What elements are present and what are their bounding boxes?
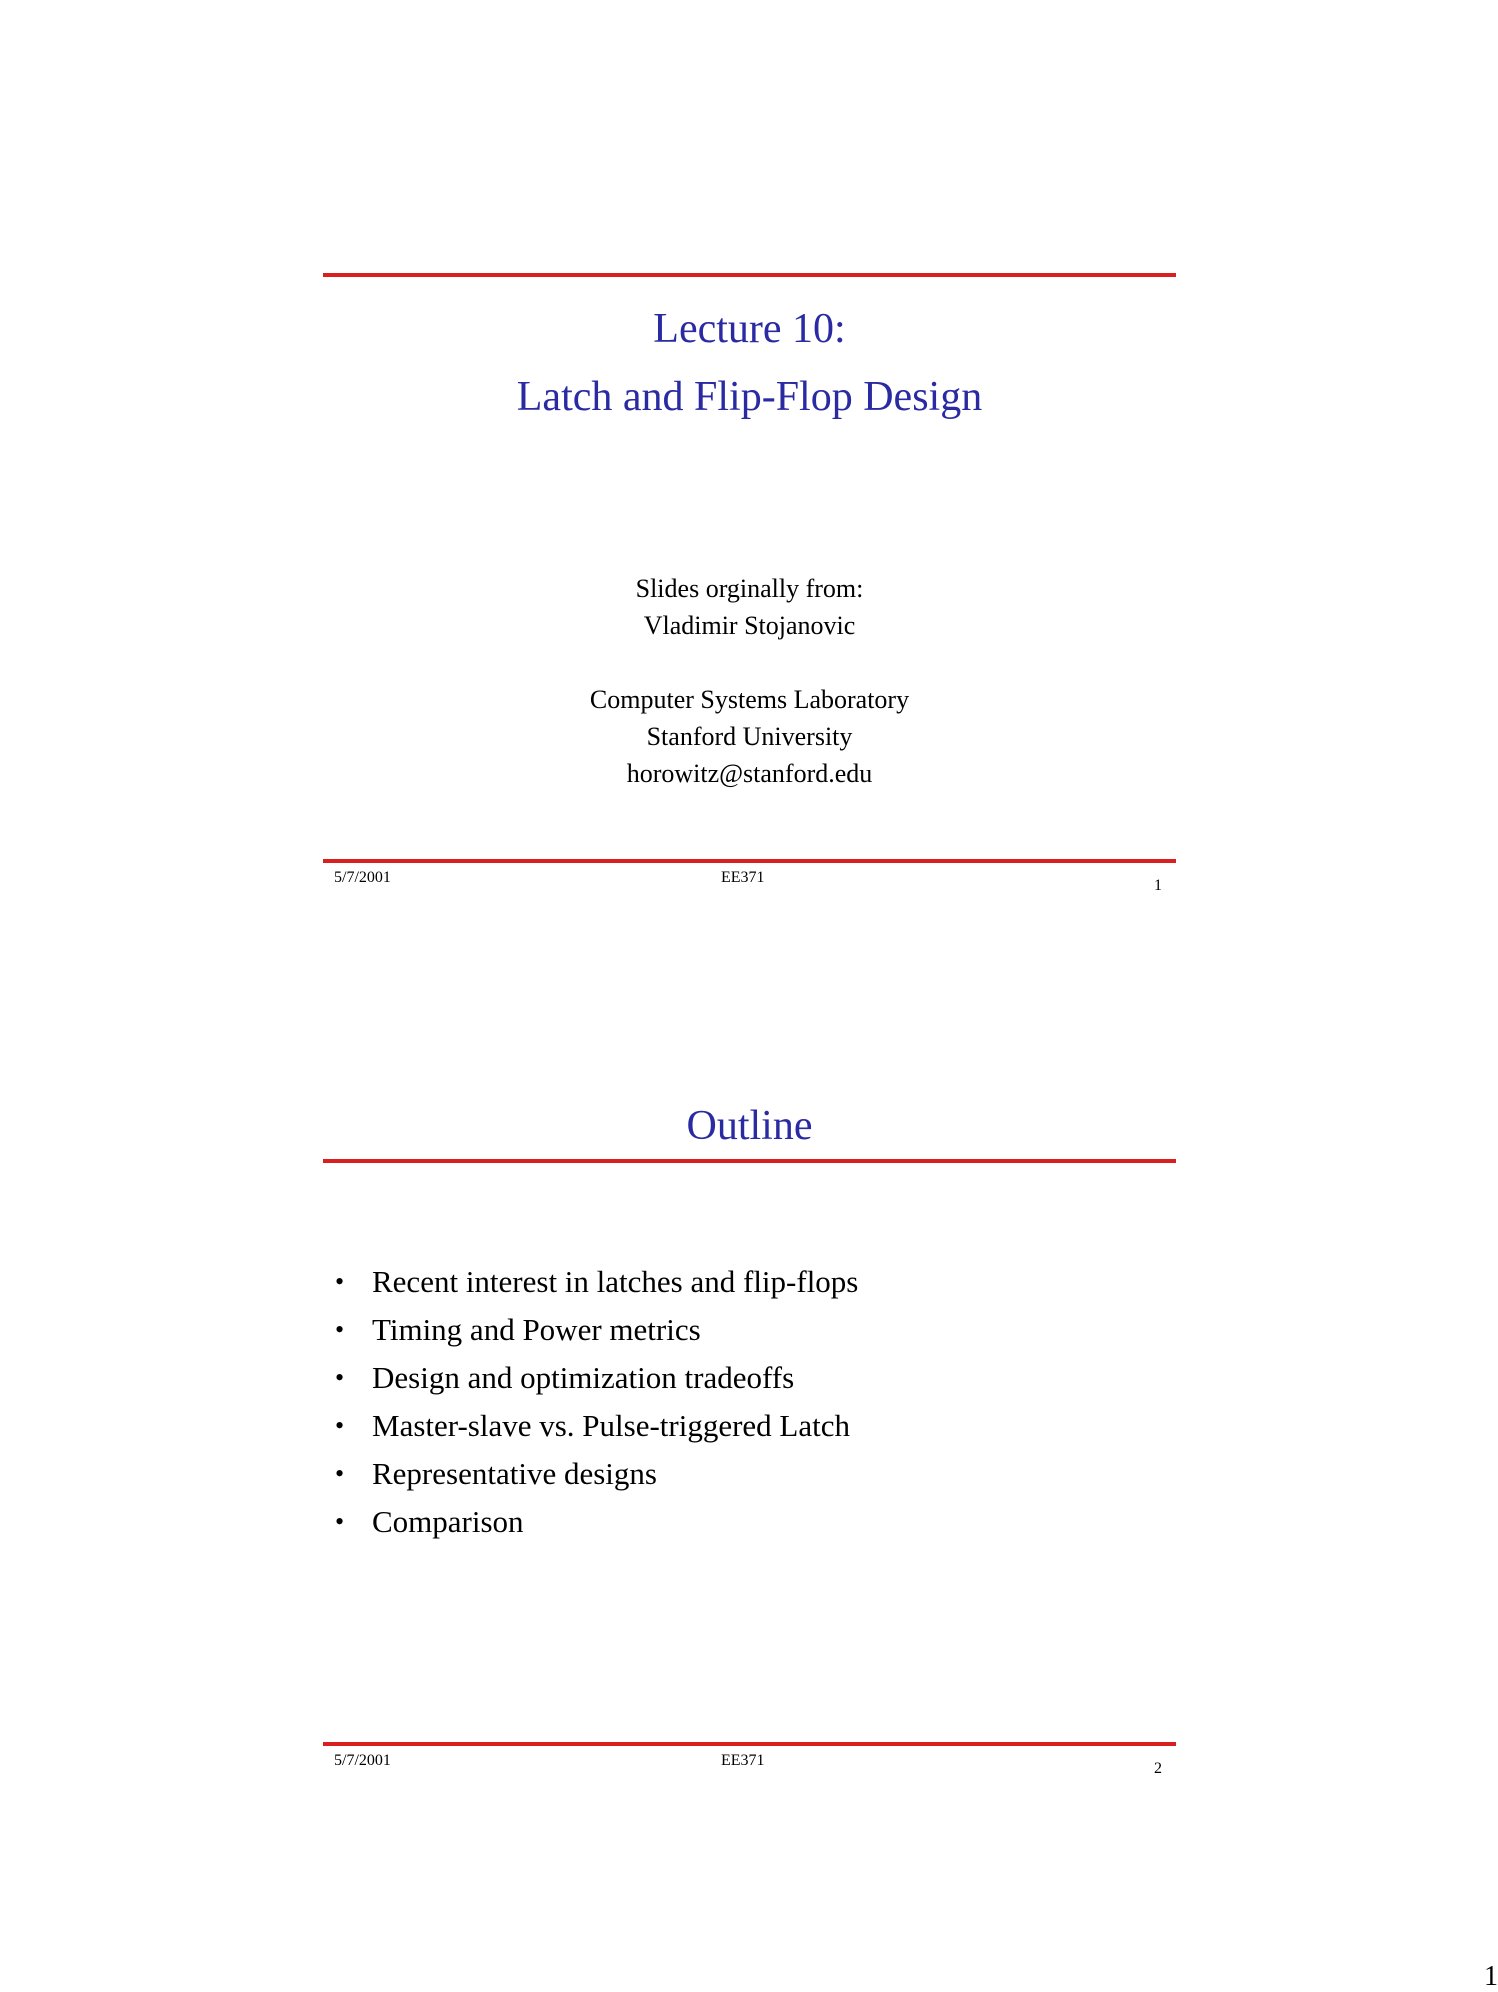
footer-date: 5/7/2001 <box>334 869 391 886</box>
bullet-icon: • <box>335 1363 345 1392</box>
bullet-icon: • <box>335 1315 345 1344</box>
footer-rule <box>323 1742 1176 1746</box>
author-name: Vladimir Stojanovic <box>643 611 856 640</box>
top-rule <box>323 273 1176 277</box>
list-item: • Design and optimization tradeoffs <box>323 1354 858 1402</box>
footer-page-number: 2 <box>1154 1760 1162 1777</box>
footer-page-number: 1 <box>1154 877 1162 894</box>
list-item: • Timing and Power metrics <box>323 1306 858 1354</box>
list-item: • Master-slave vs. Pulse-triggered Latch <box>323 1402 858 1450</box>
credit-block <box>323 570 1176 792</box>
list-item: • Representative designs <box>323 1450 858 1498</box>
page-number: 1 <box>1484 1961 1498 1992</box>
credit-line: Slides orginally from: <box>635 574 864 603</box>
slide-1 <box>323 0 1176 900</box>
list-item: • Recent interest in latches and flip-flops <box>323 1258 858 1306</box>
slide-title: Outline <box>686 1103 813 1149</box>
slide-title <box>323 295 1176 431</box>
bullet-icon: • <box>335 1267 345 1296</box>
slide-2 <box>323 900 1176 1800</box>
footer-course: EE371 <box>721 869 765 886</box>
title-line-2: Latch and Flip-Flop Design <box>516 374 983 420</box>
title-line-1: Lecture 10: <box>653 306 846 352</box>
bullet-icon: • <box>335 1411 345 1440</box>
footer-date: 5/7/2001 <box>334 1752 391 1769</box>
university-name: Stanford University <box>646 722 853 751</box>
footer-rule <box>323 859 1176 863</box>
title-rule <box>323 1159 1176 1163</box>
list-item: • Comparison <box>323 1498 858 1546</box>
bullet-icon: • <box>335 1507 345 1536</box>
email-address: horowitz@stanford.edu <box>626 759 873 788</box>
outline-list <box>323 1258 858 1546</box>
footer-course: EE371 <box>721 1752 765 1769</box>
bullet-icon: • <box>335 1459 345 1488</box>
lab-name: Computer Systems Laboratory <box>589 685 910 714</box>
